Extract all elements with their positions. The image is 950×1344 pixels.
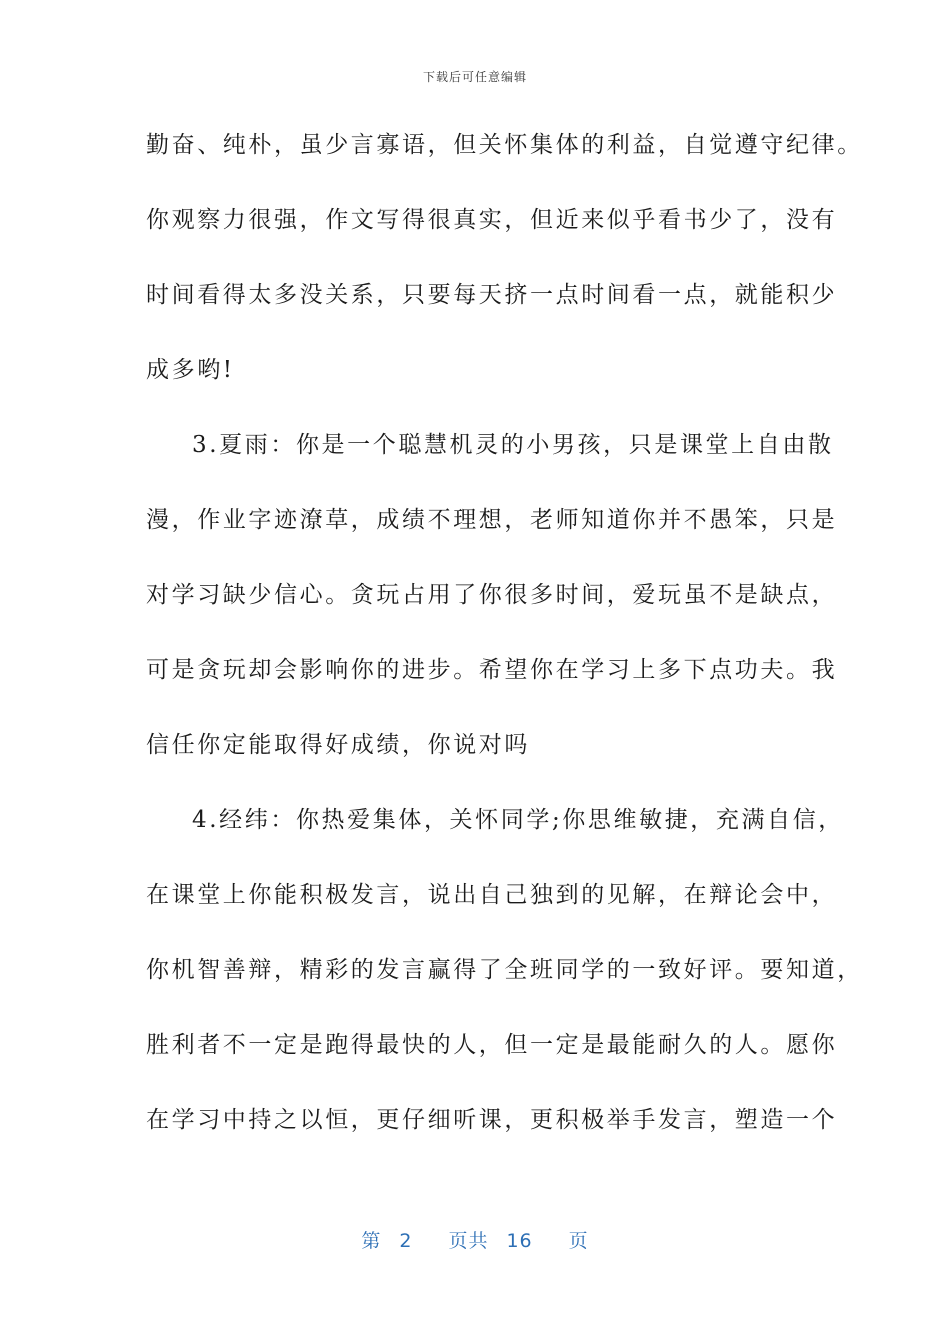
paragraph-line: 可是贪玩却会影响你的进步。希望你在学习上多下点功夫。我 bbox=[146, 657, 838, 683]
paragraph-line: 3.夏雨：你是一个聪慧机灵的小男孩，只是课堂上自由散 bbox=[192, 432, 834, 458]
paragraph-line: 勤奋、纯朴，虽少言寡语，但关怀集体的利益，自觉遵守纪律。 bbox=[146, 132, 863, 158]
current-page-number: 2 bbox=[399, 1230, 413, 1252]
total-pages-number: 16 bbox=[506, 1230, 533, 1252]
paragraph-line: 在课堂上你能积极发言，说出自己独到的见解，在辩论会中， bbox=[146, 882, 838, 908]
header-note: 下载后可任意编辑 bbox=[422, 70, 527, 84]
paragraph-line: 漫，作业字迹潦草，成绩不理想，老师知道你并不愚笨，只是 bbox=[146, 507, 838, 533]
paragraph-line: 你机智善辩，精彩的发言赢得了全班同学的一致好评。要知道， bbox=[146, 957, 863, 983]
paragraph-line: 4.经纬：你热爱集体，关怀同学;你思维敏捷，充满自信， bbox=[192, 807, 844, 833]
footer-suffix: 页 bbox=[568, 1230, 589, 1252]
paragraph-line: 对学习缺少信心。贪玩占用了你很多时间，爱玩虽不是缺点， bbox=[146, 582, 838, 608]
footer-middle: 页共 bbox=[448, 1230, 489, 1252]
paragraph-line: 时间看得太多没关系，只要每天挤一点时间看一点，就能积少 bbox=[146, 282, 838, 308]
paragraph-line: 信任你定能取得好成绩，你说对吗 bbox=[146, 732, 530, 758]
footer-prefix: 第 bbox=[361, 1230, 382, 1252]
paragraph-line: 在学习中持之以恒，更仔细听课，更积极举手发言，塑造一个 bbox=[146, 1107, 838, 1133]
paragraph-line: 成多哟! bbox=[146, 357, 235, 383]
page-number-footer bbox=[0, 1226, 950, 1253]
paragraph-line: 胜利者不一定是跑得最快的人，但一定是最能耐久的人。愿你 bbox=[146, 1032, 838, 1058]
paragraph-line: 你观察力很强，作文写得很真实，但近来似乎看书少了，没有 bbox=[146, 207, 838, 233]
